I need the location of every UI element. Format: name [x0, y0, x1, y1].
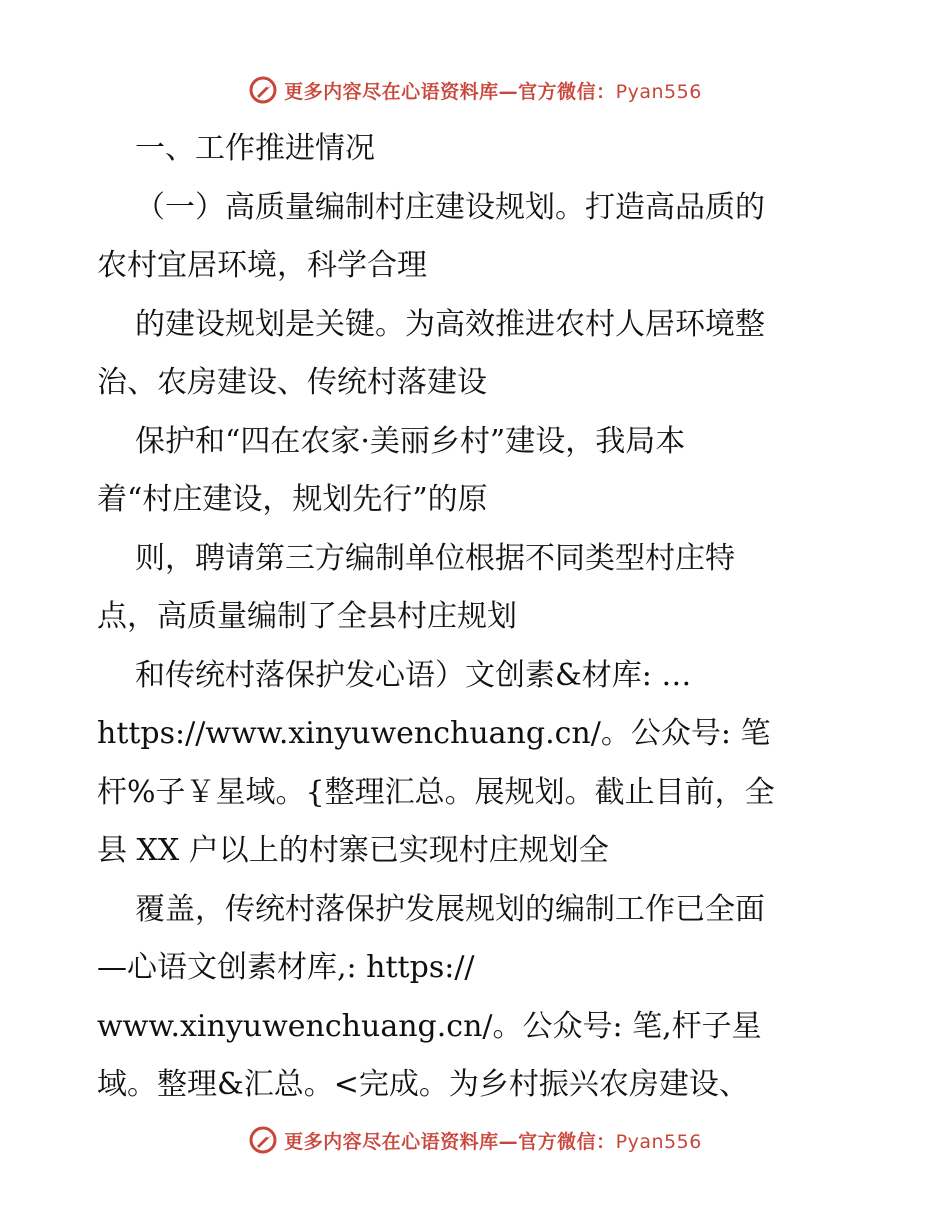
text-line: 杆%子￥星域。{整理汇总。展规划。截止目前，全 [97, 774, 775, 810]
header-watermark-banner [0, 70, 950, 110]
text-line: 保护和“四在农家·美丽乡村”建设，我局本 [135, 423, 686, 459]
text-line: 的建设规划是关键。为高效推进农村人居环境整 [135, 306, 765, 342]
text-line: 农村宜居环境，科学合理 [97, 248, 427, 283]
text-line: 域。整理&汇总。<完成。为乡村振兴农房建设、 [97, 1067, 749, 1102]
quill-circle-icon [248, 1125, 278, 1155]
text-line: www.xinyuwenchuang.cn/。公众号: 笔,杆子星 [97, 1008, 762, 1044]
text-line: 着“村庄建设，规划先行”的原 [97, 482, 488, 517]
watermark-text: 更多内容尽在心语资料库—官方微信：Pyan556 [284, 1130, 702, 1153]
text-line: —心语文创素材库,: https:// [97, 950, 475, 985]
text-line: （一）高质量编制村庄建设规划。打造高品质的 [135, 189, 765, 225]
text-line: 和传统村落保护发心语）文创素&材库: … [135, 657, 692, 693]
footer-watermark-banner [0, 1120, 950, 1160]
document-body [97, 120, 857, 1115]
text-line: https://www.xinyuwenchuang.cn/。公众号: 笔 [97, 716, 771, 751]
text-line: 县 XX 户以上的村寨已实现村庄规划全 [97, 833, 609, 868]
quill-circle-icon [248, 75, 278, 105]
text-line: 点，高质量编制了全县村庄规划 [97, 599, 517, 634]
text-line: 则，聘请第三方编制单位根据不同类型村庄特 [135, 540, 735, 576]
text-line: 覆盖，传统村落保护发展规划的编制工作已全面 [135, 891, 765, 927]
text-line: 一、工作推进情况 [135, 131, 375, 166]
watermark-text: 更多内容尽在心语资料库—官方微信：Pyan556 [284, 80, 702, 103]
text-line: 治、农房建设、传统村落建设 [97, 365, 487, 400]
